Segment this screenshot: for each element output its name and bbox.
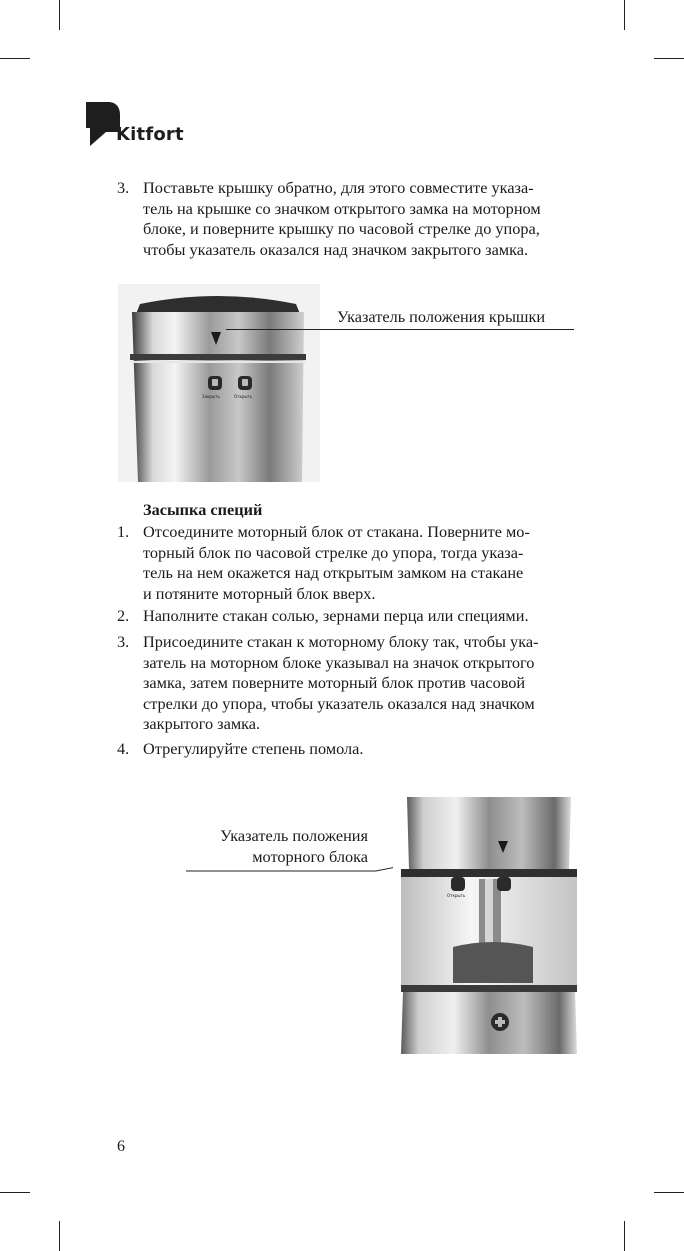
crop-mark [624,0,625,30]
text-line: тель на нем окажется над открытым замком на стакане [143,563,524,583]
callout-leader-line [226,329,574,330]
text-line: затель на моторном блоке указывал на значок открытого [143,652,535,672]
text-line: Поставьте крышку обратно, для этого совместите указа- [143,178,534,197]
callout-line-text: моторного блока [252,846,368,866]
text-line: чтобы указатель оказался над значком закрытого замка. [143,239,529,259]
text-line: закрытого замка. [143,714,261,734]
text-line: замка, затем поверните моторный блок против часовой [143,673,526,693]
step-text [143,178,588,260]
brand-name: Kitfort [116,124,184,145]
text-line: и потяните моторный блок вверх. [143,583,376,603]
text-line: торный блок по часовой стрелке до упора, тогда указа- [143,542,524,562]
section-heading: Засыпка специй [143,500,263,519]
text-line: Присоедините стакан к моторному блоку так, чтобы ука- [143,632,539,651]
text-line: Отрегулируйте степень помола. [143,739,364,758]
text-line: блоке, и поверните крышку по часовой стрелке до упора, [143,219,540,239]
crop-mark [654,58,684,59]
step-text [143,739,588,760]
step-text [143,632,588,735]
lid-pointer-callout: Указатель положения крышки [337,307,546,326]
step-number: 3. [117,632,130,651]
text-line: Наполните стакан солью, зернами перца или специями. [143,606,529,625]
step-number: 1. [117,522,130,541]
crop-mark [0,58,30,59]
crop-mark [654,1192,684,1193]
icon-label-open: Открыть [234,394,253,399]
kitfort-logo-icon [86,102,120,146]
callout-line-text: Указатель положения [220,826,368,845]
step-text [143,606,588,627]
step-text [143,522,588,604]
grinder-motor-photo [393,797,585,1054]
step-number: 3. [117,178,130,197]
crop-mark [59,1221,60,1251]
text-line: Отсоедините моторный блок от стакана. Поверните мо- [143,522,530,541]
crop-mark [59,0,60,30]
crop-mark [0,1192,30,1193]
grinder-lid-photo [118,284,320,482]
icon-label-close: Закрыть [202,394,220,399]
step-number: 2. [117,606,130,625]
step-number: 4. [117,739,130,758]
page-number: 6 [117,1138,125,1155]
text-line: тель на крышке со значком открытого замка на моторном [143,198,541,218]
text-line: стрелки до упора, чтобы указатель оказался над значком [143,693,535,713]
icon-label-open: Открыть [447,893,466,898]
crop-mark [624,1221,625,1251]
